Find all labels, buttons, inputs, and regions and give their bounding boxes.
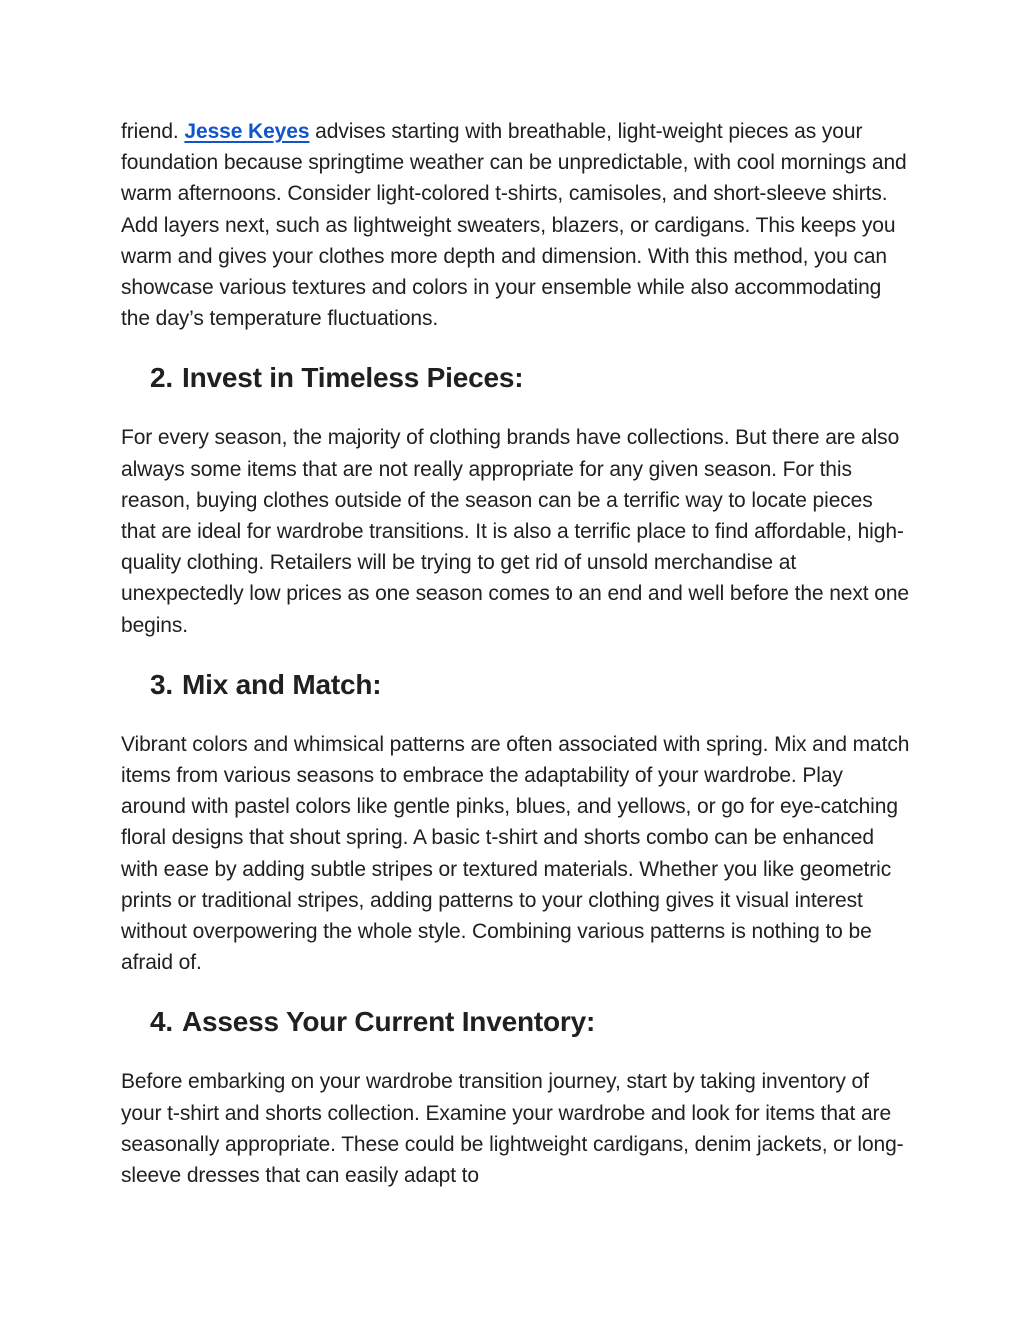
document-page	[121, 116, 911, 1191]
section-2-paragraph: For every season, the majority of clothing brands have collections. But there are also always some items that are not really appropriate for any given season. For this reason, buying clothes outside of the season can be a terrific way to locate pieces that are ideal for wardrobe transitions. It is also a terrific place to find affordable, high-quality clothing. Retailers will be trying to get rid of unsold merchandise at unexpectedly low prices as one season comes to an end and well before the next one begins.	[121, 426, 909, 637]
section-4-number: 4.	[150, 1006, 173, 1038]
section-4-paragraph: Before embarking on your wardrobe transition journey, start by taking inventory of your t-shirt and shorts collection. Examine your wardrobe and look for items that are seasonally appropriate. These could be lightweight cardigans, denim jackets, or long-sleeve dresses that can easily adapt to	[121, 1070, 904, 1188]
jesse-keyes-link[interactable]: Jesse Keyes	[184, 120, 310, 143]
section-3-number: 3.	[150, 668, 173, 700]
section-2-heading	[121, 360, 911, 396]
section-4-heading	[121, 1004, 911, 1040]
intro-paragraph	[121, 116, 911, 334]
section-3-title: Mix and Match:	[182, 668, 382, 700]
section-2-title: Invest in Timeless Pieces:	[182, 362, 524, 394]
section-3-paragraph: Vibrant colors and whimsical patterns are often associated with spring. Mix and match items from various seasons to embrace the adaptability of your wardrobe. Play around with pastel colors like gentle pinks, blues, and yellows, or go for eye-catching floral designs that shout spring. A basic t-shirt and shorts combo can be enhanced with ease by adding subtle stripes or textured materials. Whether you like geometric prints or traditional stripes, adding patterns to your clothing gives it visual interest without overpowering the whole style. Combining various patterns is nothing to be afraid of.	[121, 732, 910, 975]
intro-body: advises starting with breathable, light-weight pieces as your foundation because springtime weather can be unpredictable, with cool mornings and warm afternoons. Consider light-colored t-shirts, camisoles, and short-sleeve shirts. Add layers next, such as lightweight sweaters, blazers, or cardigans. This keeps you warm and gives your clothes more depth and dimension. With this method, you can showcase various textures and colors in your ensemble while also accommodating the day’s temperature fluctuations.	[121, 120, 907, 331]
intro-lead: friend.	[121, 120, 185, 143]
section-3-heading	[121, 667, 911, 703]
section-2-number: 2.	[150, 362, 173, 394]
section-4-title: Assess Your Current Inventory:	[182, 1006, 596, 1038]
